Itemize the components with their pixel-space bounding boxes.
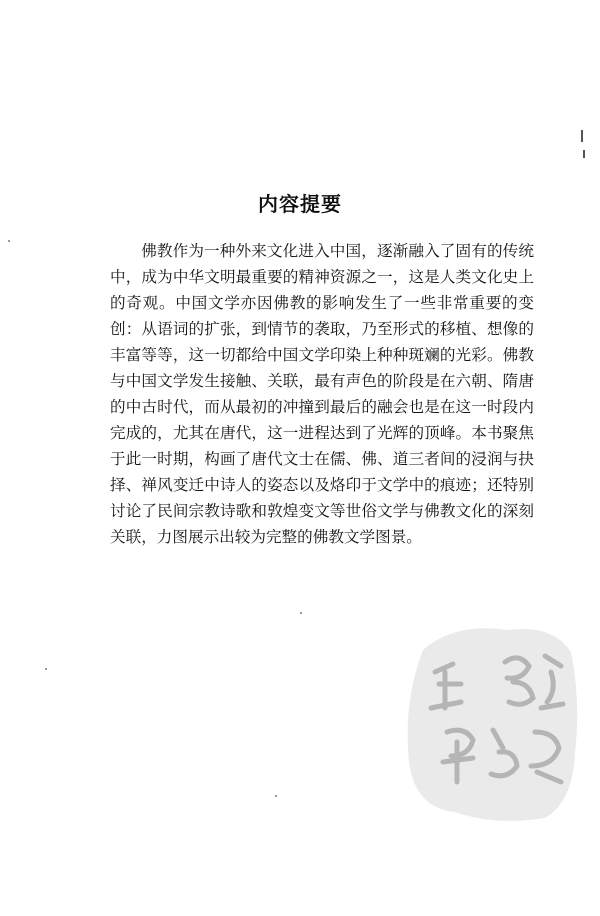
scan-speck: [8, 240, 10, 242]
library-watermark-stamp: [395, 612, 585, 832]
summary-paragraph: 佛教作为一种外来文化进入中国，逐渐融入了固有的传统中，成为中华文明最重要的精神资源之一，这是人类文化史上的奇观。中国文学亦因佛教的影响发生了一些非常重要的变创：从语词的扩张，到情节的袭取，乃至形式的移植、想像的丰富等等，这一切都给中国文学印染上种种斑斓的光彩。佛教与中国文学发生接触、关联，最有声色的阶段是在六朝、隋唐的中古时代，而从最初的冲撞到最后的融会也是在这一时段内完成的，尤其在唐代，这一进程达到了光辉的顶峰。本书聚焦于此一时期，构画了唐代文士在儒、佛、道三者间的浸润与抉择、禅风变迁中诗人的姿态以及烙印于文学中的痕迹；还特别讨论了民间宗教诗歌和敦煌变文等世俗文学与佛教文化的深刻关联，力图展示出较为完整的佛教文学图景。: [110, 242, 534, 546]
page-title: 内容提要: [258, 192, 342, 216]
scan-edge-mark: [583, 150, 585, 158]
scan-speck: [300, 612, 302, 614]
scan-speck: [275, 795, 277, 797]
summary-body: [110, 238, 534, 550]
scan-edge-mark: [581, 130, 583, 142]
scan-speck: [45, 668, 47, 670]
